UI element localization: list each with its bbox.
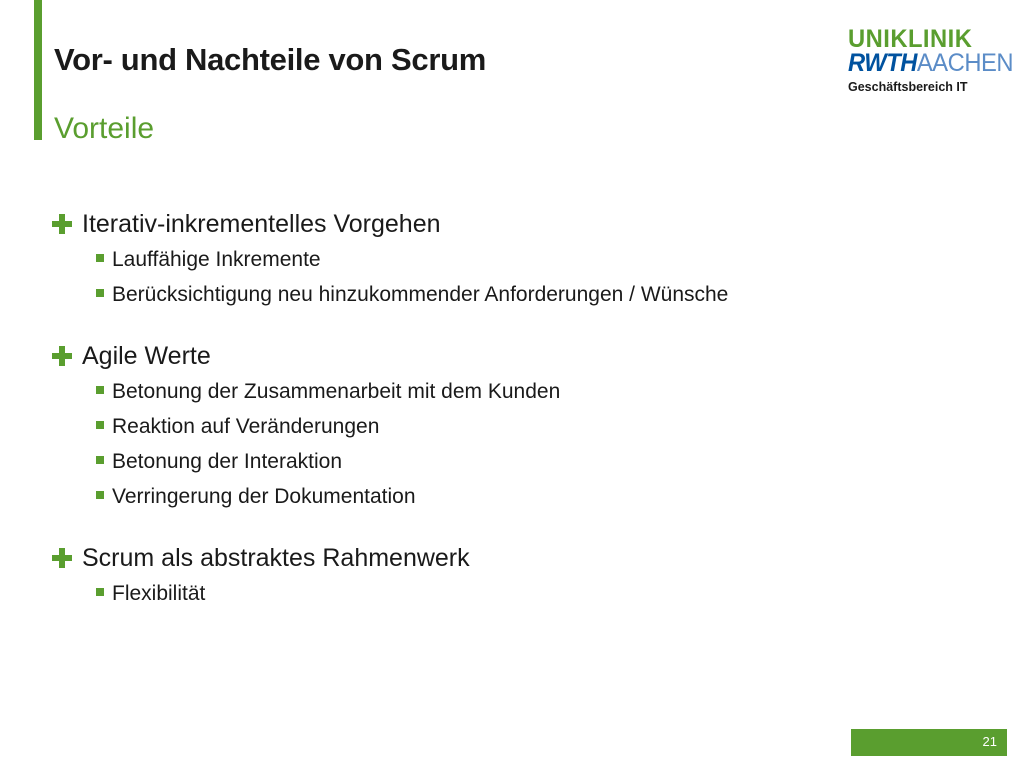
square-bullet-icon	[96, 491, 104, 499]
square-bullet-icon	[96, 588, 104, 596]
slide-title: Vor- und Nachteile von Scrum	[54, 42, 486, 77]
logo-department-text: Geschäftsbereich IT	[848, 80, 968, 94]
section-rahmenwerk	[52, 540, 992, 611]
square-bullet-icon	[96, 421, 104, 429]
level2-text: Betonung der Interaktion	[112, 449, 342, 473]
level2-text: Reaktion auf Veränderungen	[112, 414, 380, 438]
level1-item	[52, 206, 992, 242]
level1-text: Iterativ-inkrementelles Vorgehen	[82, 209, 441, 238]
level1-item	[52, 338, 992, 374]
level1-text: Scrum als abstraktes Rahmenwerk	[82, 543, 470, 572]
bullet-content	[52, 206, 992, 637]
level2-text: Berücksichtigung neu hinzukommender Anforderungen / Wünsche	[112, 282, 729, 306]
level2-item	[52, 374, 992, 409]
square-bullet-icon	[96, 456, 104, 464]
square-bullet-icon	[96, 254, 104, 262]
level2-item	[52, 444, 992, 479]
level2-item	[52, 277, 992, 312]
page-number: 21	[982, 734, 997, 749]
square-bullet-icon	[96, 386, 104, 394]
level2-item	[52, 479, 992, 514]
square-bullet-icon	[96, 289, 104, 297]
level2-text: Lauffähige Inkremente	[112, 247, 321, 271]
level2-item	[52, 409, 992, 444]
level2-text: Verringerung der Dokumentation	[112, 484, 416, 508]
level1-item	[52, 540, 992, 576]
logo-aachen-text: AACHEN	[916, 49, 1014, 77]
logo-rwth-aachen	[848, 50, 1013, 76]
logo-uniklinik-text: UNIKLINIK	[848, 25, 973, 53]
slide-subtitle: Vorteile	[54, 112, 155, 145]
level2-text: Betonung der Zusammenarbeit mit dem Kunden	[112, 379, 561, 403]
section-agile-werte	[52, 338, 992, 514]
page-number-bar	[851, 729, 1007, 756]
plus-icon	[52, 214, 72, 234]
level1-text: Agile Werte	[82, 341, 211, 370]
level2-item	[52, 242, 992, 277]
plus-icon	[52, 548, 72, 568]
level2-item	[52, 576, 992, 611]
section-iterativ	[52, 206, 992, 312]
plus-icon	[52, 346, 72, 366]
level2-text: Flexibilität	[112, 581, 206, 605]
uniklinik-logo	[848, 25, 1014, 98]
title-accent-bar	[34, 0, 42, 140]
logo-rwth-text: RWTH	[848, 49, 917, 77]
